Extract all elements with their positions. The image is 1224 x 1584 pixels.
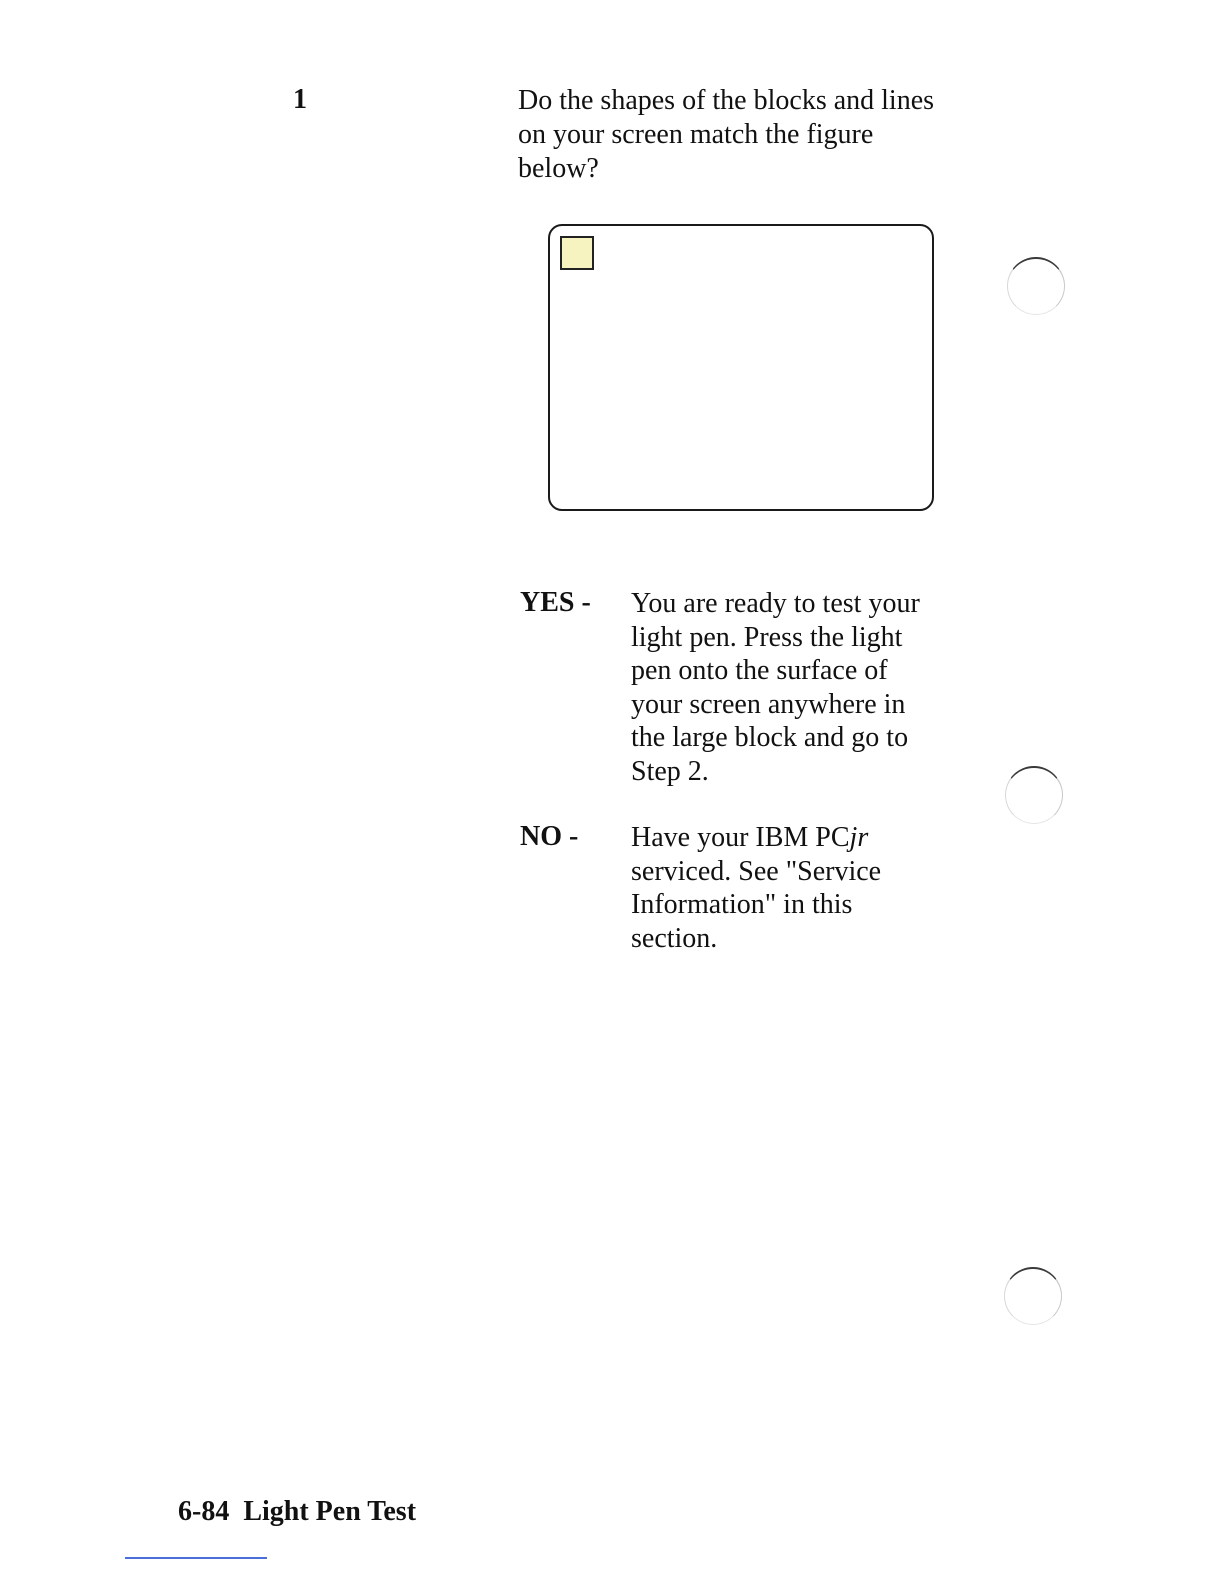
- no-line: [631, 821, 961, 855]
- question-line: Do the shapes of the blocks and lines: [518, 85, 935, 116]
- footer-title: Light Pen Test: [243, 1496, 417, 1527]
- no-line: section.: [631, 922, 718, 954]
- step-number: 1: [293, 84, 307, 115]
- footer-page-number: 6-84: [178, 1496, 230, 1527]
- no-label: NO -: [520, 821, 579, 852]
- yes-line: light pen. Press the light: [631, 621, 903, 653]
- yes-line: Step 2.: [631, 755, 709, 787]
- yes-line: You are ready to test your: [631, 588, 920, 619]
- yes-answer-text: [631, 587, 961, 789]
- yes-line: the large block and go to: [631, 722, 909, 754]
- yes-label: YES -: [520, 587, 591, 618]
- punch-hole: [1005, 766, 1063, 824]
- no-line: serviced. See "Service: [631, 855, 882, 887]
- no-line-prefix: Have your IBM PC: [631, 822, 850, 853]
- no-line: Information" in this: [631, 889, 853, 921]
- yes-line: your screen anywhere in: [631, 688, 906, 720]
- yes-line: pen onto the surface of: [631, 655, 888, 687]
- no-line-italic: jr: [849, 822, 869, 853]
- question-line: on your screen match the figure: [518, 119, 874, 150]
- no-answer-text: [631, 821, 961, 955]
- question-line: below?: [518, 153, 599, 184]
- page-footer: [178, 1496, 416, 1528]
- screen-figure-small-block: [560, 236, 594, 270]
- punch-hole: [1007, 257, 1065, 315]
- footer-rule: [125, 1557, 267, 1559]
- punch-hole: [1004, 1267, 1062, 1325]
- screen-figure-large-block: [548, 224, 934, 511]
- step-question: [518, 84, 978, 186]
